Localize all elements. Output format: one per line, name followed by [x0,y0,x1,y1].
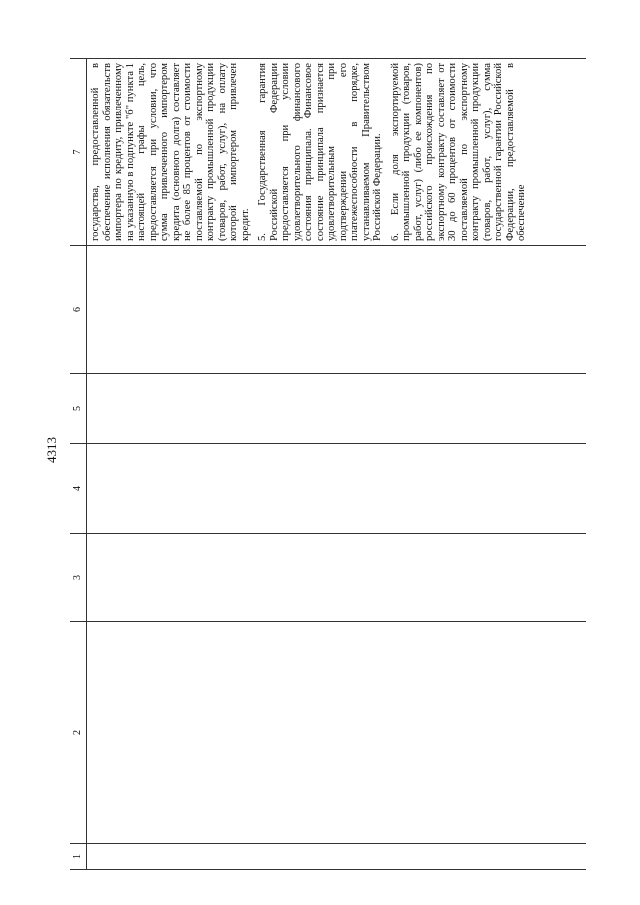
table-column-4 [70,444,586,534]
rotated-page [40,30,600,870]
table-column-6 [70,246,586,374]
column-header-4: 4 [70,444,87,533]
column-header-1: 1 [70,844,87,869]
column-header-5: 5 [70,374,87,443]
paragraph-continuation: государства, предоставленной в обеспечение исполнения обязательств импортера по кредиту, привлеченному на указанную в подпункте "б" пункта 1 настоящей графы цель, предоставляется при условии, что сумма привлеченного импортером кредита (основного долга) составляет не более 85 процентов от стоимости поставляемой по экспортному контракту промышленной продукции (товаров, работ, услуг), на оплату которой импортером привлечен кредит. [90,63,251,241]
paragraph-5: 5. Государственная гарантия Российской Федерации предоставляется при условии удовлетворительного финансового состояния принципала. Финансовое состояние принципала признается удовлетворительным при подтверждении его платежеспособности в порядке, устанавливаемом Правительством Российской Федерации. [257,63,383,241]
column-7-text [90,63,534,241]
column-header-3: 3 [70,534,87,621]
table-column-7 [70,58,586,246]
column-header-2: 2 [70,622,87,843]
table-column-5 [70,374,586,444]
paragraph-6: 6. Если доля экспортируемой промышленной продукции (товаров, работ, услуг) (либо ее компонентов) российского происхождения по экспортному контракту составляет от 30 до 60 процентов от стоимости поставляемой по экспортному контракту промышленной продукции (товаров, работ, услуг), сумма государственной гарантии Российской Федерации, предоставляемой в обеспечение [389,63,527,241]
table-column-3 [70,534,586,622]
column-header-7: 7 [70,59,87,245]
table-column-1 [70,844,586,870]
column-header-6: 6 [70,246,87,373]
page-number: 4313 [44,437,59,463]
table-column-2 [70,622,586,844]
